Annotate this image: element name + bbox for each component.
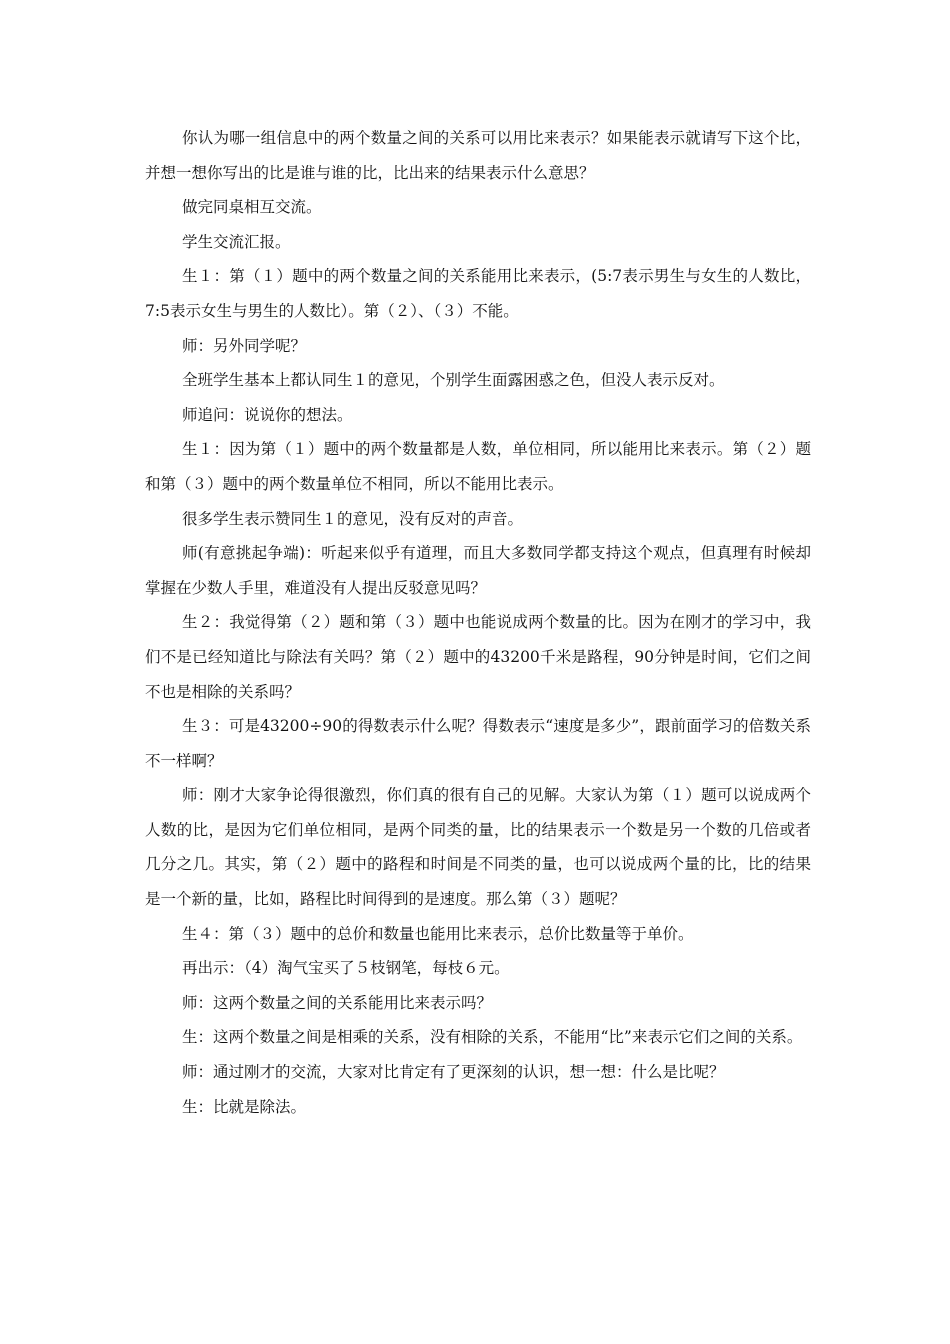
paragraph: 生３：可是43200÷90的得数表示什么呢？得数表示“速度是多少”，跟前面学习的倍数关系不一样啊？: [145, 717, 811, 770]
paragraph: 生１：因为第（１）题中的两个数量都是人数，单位相同，所以能用比来表示。第（２）题和第（３）题中的两个数量单位不相同，所以不能用比表示。: [145, 440, 811, 493]
paragraph: 全班学生基本上都认同生１的意见，个别学生面露困惑之色，但没人表示反对。: [182, 371, 725, 390]
paragraph: 很多学生表示赞同生１的意见，没有反对的声音。: [182, 509, 524, 528]
paragraph: 师：这两个数量之间的关系能用比来表示吗？: [182, 993, 493, 1012]
paragraph: 生１：第（１）题中的两个数量之间的关系能用比来表示，(5:7表示男生与女生的人数比，7:5表示女生与男生的人数比）。第（２）、（３）不能。: [145, 267, 811, 320]
paragraph: 你认为哪一组信息中的两个数量之间的关系可以用比来表示？如果能表示就请写下这个比，并想一想你写出的比是谁与谁的比，比出来的结果表示什么意思？: [145, 129, 811, 182]
paragraph: 师：刚才大家争论得很激烈，你们真的很有自己的见解。大家认为第（１）题可以说成两个人数的比，是因为它们单位相同，是两个同类的量，比的结果表示一个数是另一个数的几倍或者几分之几。其实，第（２）题中的路程和时间是不同类的量，也可以说成两个量的比，比的结果是一个新的量，比如，路程比时间得到的是速度。那么第（３）题呢？: [145, 786, 811, 909]
paragraph: 学生交流汇报。: [182, 232, 291, 251]
paragraph: 生４：第（３）题中的总价和数量也能用比来表示，总价比数量等于单价。: [182, 924, 694, 943]
paragraph: 师(有意挑起争端)：听起来似乎有道理，而且大多数同学都支持这个观点，但真理有时候却掌握在少数人手里，难道没有人提出反驳意见吗？: [145, 544, 811, 597]
paragraph: 做完同桌相互交流。: [182, 198, 322, 217]
paragraph: 师：通过刚才的交流，大家对比肯定有了更深刻的认识，想一想：什么是比呢？: [182, 1063, 725, 1082]
paragraph: 生：这两个数量之间是相乘的关系，没有相除的关系，不能用“比”来表示它们之间的关系。: [182, 1028, 803, 1047]
paragraph: 生：比就是除法。: [182, 1097, 307, 1116]
paragraph: 再出示：（4）淘气宝买了５枝钢笔，每枝６元。: [182, 959, 510, 978]
document-body: [145, 121, 811, 1124]
paragraph: 师追问：说说你的想法。: [182, 405, 353, 424]
paragraph: 师：另外同学呢？: [182, 336, 307, 355]
paragraph: 生２：我觉得第（２）题和第（３）题中也能说成两个数量的比。因为在刚才的学习中，我们不是已经知道比与除法有关吗？第（２）题中的43200千米是路程，90分钟是时间，它们之间不也是相除的关系吗？: [145, 613, 811, 701]
